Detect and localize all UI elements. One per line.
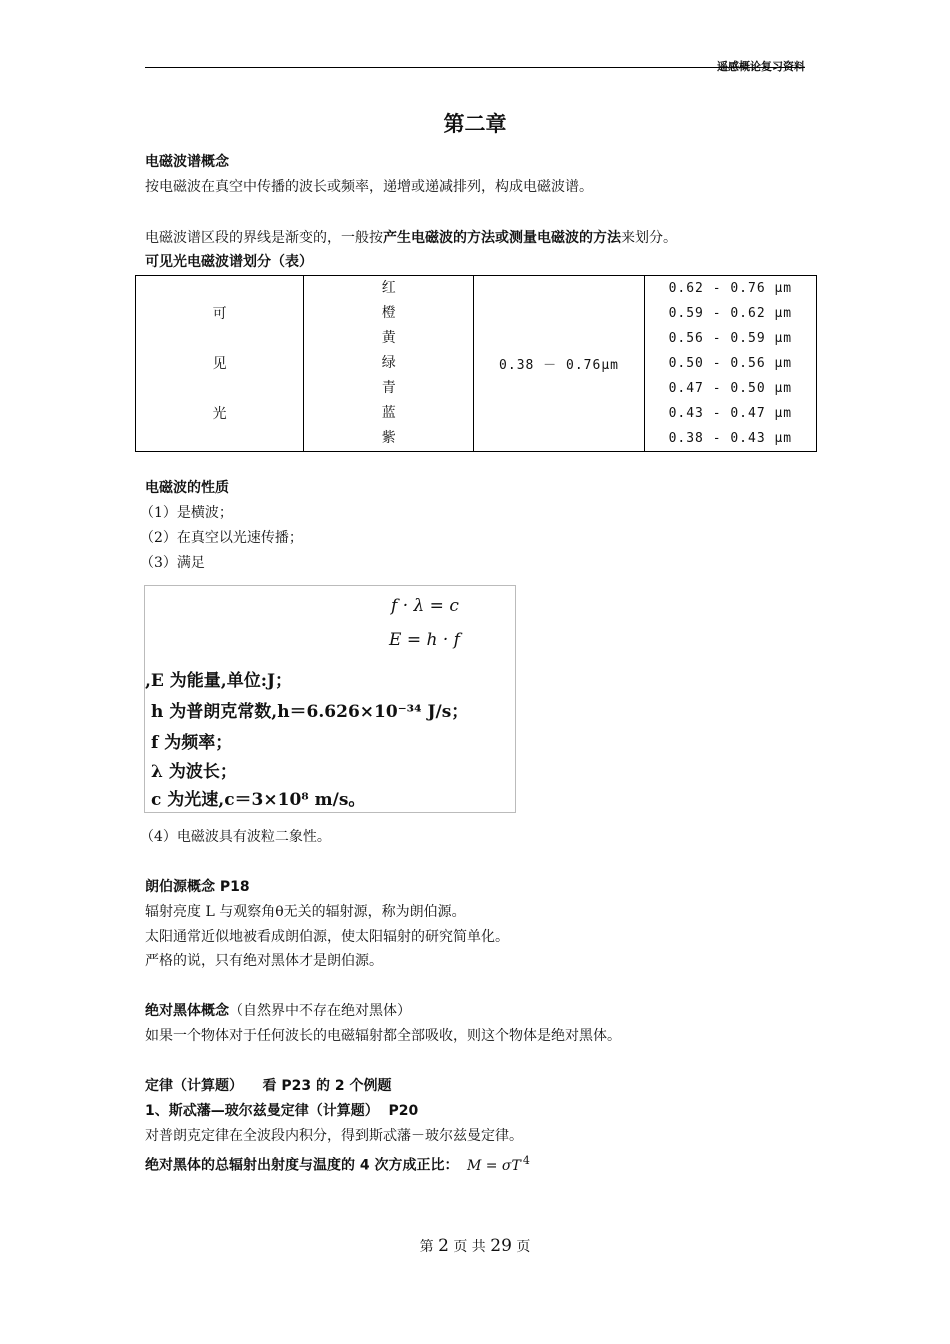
formula-def: ,E 为能量,单位:J；: [145, 671, 293, 691]
color-name: 紫: [381, 430, 396, 446]
formula-def: λ 为波长；: [151, 762, 237, 782]
color-cell: [304, 276, 474, 452]
spectrum-definition: 按电磁波在真空中传播的波长或频率，递增或递减排列，构成电磁波谱。: [145, 179, 593, 195]
category-char: 可: [212, 305, 227, 322]
stefan-boltzmann-formula: M = σT: [466, 1157, 521, 1174]
page-number: 2: [438, 1236, 449, 1256]
blackbody-definition: 如果一个物体对于任何波长的电磁辐射都全部吸收，则这个物体是绝对黑体。: [145, 1028, 621, 1044]
chapter-title: 第二章: [443, 112, 507, 136]
wavelength-range: 0.50 - 0.56 μm: [668, 356, 793, 371]
law1-line: 对普朗克定律在全波段内积分，得到斯忒藩－玻尔兹曼定律。: [145, 1128, 523, 1144]
color-name: 红: [381, 280, 396, 296]
boundary-bold: 产生电磁波的方法或测量电磁波的方法: [383, 230, 621, 246]
equation-wavelength: f · λ = c: [391, 596, 459, 616]
blackbody-heading: 绝对黑体概念: [145, 1003, 229, 1019]
spectrum-boundary: [145, 228, 677, 248]
wavelength-range: 0.43 - 0.47 μm: [668, 406, 793, 421]
wavelength-range: 0.59 - 0.62 μm: [668, 306, 793, 321]
boundary-post: 来划分。: [621, 230, 677, 246]
formula-exponent: 4: [522, 1154, 530, 1167]
blackbody-heading-line: [145, 1001, 411, 1021]
property-item: （4）电磁波具有波粒二象性。: [140, 829, 331, 845]
laws-heading: 定律（计算题） 看 P23 的 2 个例题: [145, 1078, 392, 1094]
properties-heading: 电磁波的性质: [145, 480, 229, 496]
equation-energy: E = h · f: [389, 630, 460, 650]
law1-statement: [145, 1151, 530, 1176]
property-item: （1）是横波；: [140, 505, 233, 521]
color-name: 绿: [381, 355, 396, 371]
footer-post: 页: [516, 1239, 531, 1255]
spectrum-heading: 电磁波谱概念: [145, 154, 229, 170]
formula-def: c 为光速,c＝3×10⁸ m/s。: [151, 790, 366, 810]
formula-figure: [144, 585, 516, 813]
visible-spectrum-table: [135, 275, 817, 452]
color-name: 青: [381, 380, 396, 396]
running-header: 遥感概论复习资料: [717, 60, 805, 73]
wavelength-range: 0.62 - 0.76 μm: [668, 281, 793, 296]
formula-def: f 为频率；: [151, 733, 233, 753]
footer-mid: 页 共: [453, 1239, 486, 1255]
lambert-line: 太阳通常近似地被看成朗伯源，使太阳辐射的研究简单化。: [145, 929, 509, 945]
total-range-cell: 0.38 － 0.76μm: [474, 276, 644, 452]
wavelength-range: 0.38 - 0.43 μm: [668, 431, 793, 446]
law1-statement-text: 绝对黑体的总辐射出射度与温度的 4 次方成正比：: [145, 1157, 459, 1174]
law1-heading: 1、斯忒藩—玻尔兹曼定律（计算题） P20: [145, 1103, 419, 1119]
total-pages: 29: [490, 1236, 512, 1256]
lambert-heading: 朗伯源概念 P18: [145, 879, 250, 895]
blackbody-note: （自然界中不存在绝对黑体）: [229, 1003, 411, 1019]
color-name: 蓝: [381, 405, 396, 421]
lambert-line: 辐射亮度 L 与观察角θ无关的辐射源，称为朗伯源。: [145, 904, 466, 920]
footer-pre: 第: [419, 1239, 434, 1255]
wavelength-range: 0.56 - 0.59 μm: [668, 331, 793, 346]
category-cell: [136, 276, 304, 452]
wavelength-range: 0.47 - 0.50 μm: [668, 381, 793, 396]
boundary-pre: 电磁波谱区段的界线是渐变的，一般按: [145, 230, 383, 246]
property-item: （3）满足: [140, 555, 205, 571]
formula-def: h 为普朗克常数,h＝6.626×10⁻³⁴ J/s；: [151, 702, 469, 722]
header-rule: [145, 67, 805, 68]
page-footer: [0, 1236, 950, 1256]
category-char: 光: [212, 405, 227, 422]
category-char: 见: [212, 355, 227, 372]
table-heading: 可见光电磁波谱划分（表）: [145, 254, 313, 270]
range-cell: [644, 276, 816, 452]
lambert-line: 严格的说，只有绝对黑体才是朗伯源。: [145, 953, 383, 969]
color-name: 橙: [381, 305, 396, 321]
property-item: （2）在真空以光速传播；: [140, 530, 303, 546]
color-name: 黄: [381, 330, 396, 346]
